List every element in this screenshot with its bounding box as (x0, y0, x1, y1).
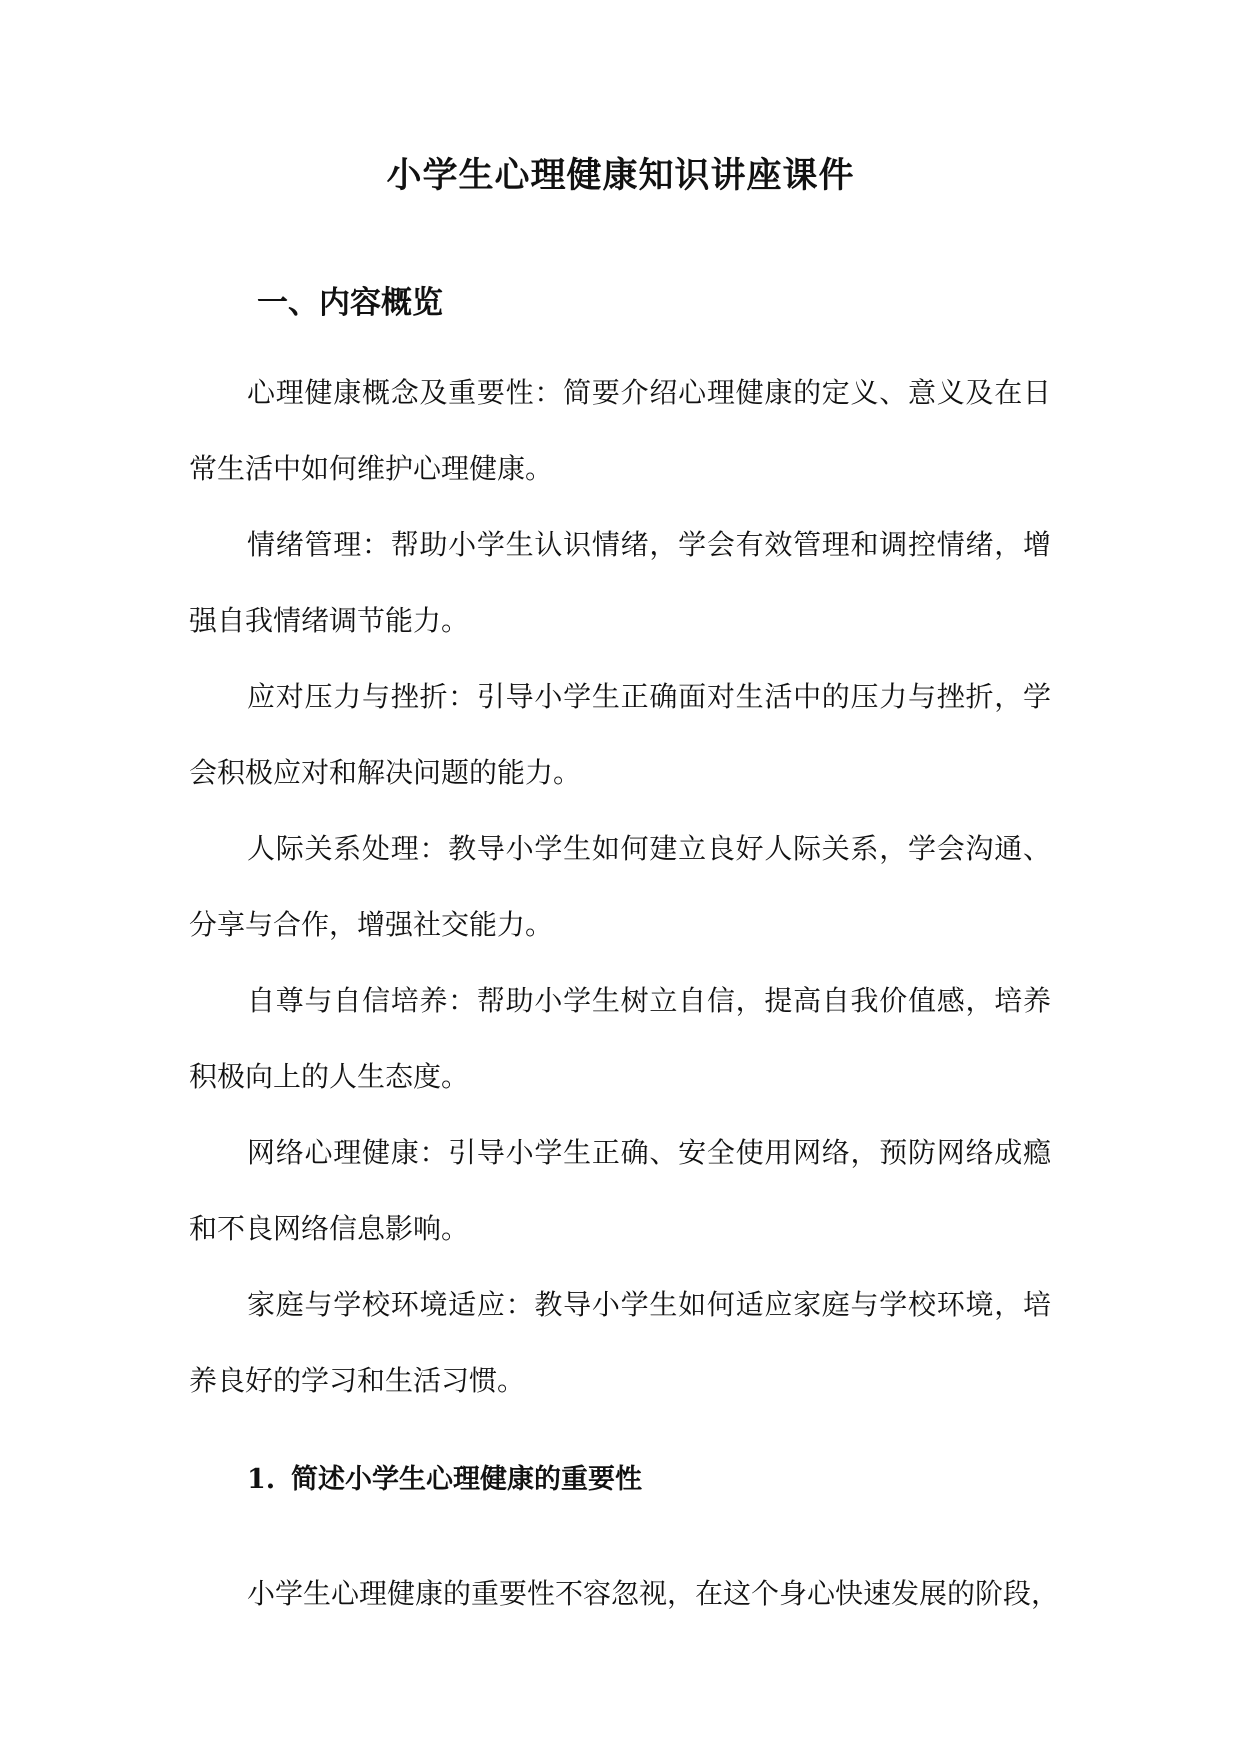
paragraph-line: 心理健康概念及重要性：简要介绍心理健康的定义、意义及在日 (247, 376, 1051, 409)
subsection-heading (247, 1462, 642, 1498)
paragraph-line: 分享与合作，增强社交能力。 (189, 908, 554, 941)
paragraph-line: 情绪管理：帮助小学生认识情绪，学会有效管理和调控情绪，增 (247, 528, 1051, 561)
paragraph-stress-frustration (189, 659, 1051, 811)
paragraph-line: 小学生心理健康的重要性不容忽视，在这个身心快速发展的阶段， (247, 1577, 1060, 1610)
paragraph-mental-health-concept (189, 355, 1051, 507)
paragraph-line: 会积极应对和解决问题的能力。 (189, 756, 582, 789)
paragraph-line: 人际关系处理：教导小学生如何建立良好人际关系，学会沟通、 (247, 832, 1051, 865)
paragraph-line: 家庭与学校环境适应：教导小学生如何适应家庭与学校环境，培 (247, 1288, 1051, 1321)
paragraph-line: 和不良网络信息影响。 (189, 1212, 470, 1245)
paragraph-importance (189, 1556, 1060, 1632)
subsection-title: 简述小学生心理健康的重要性 (291, 1464, 642, 1495)
document-title: 小学生心理健康知识讲座课件 (386, 155, 855, 196)
section-heading-overview: 一、内容概览 (257, 285, 443, 321)
paragraph-emotion-management (189, 507, 1051, 659)
subsection-number: 1. (247, 1464, 276, 1495)
paragraph-line: 自尊与自信培养：帮助小学生树立自信，提高自我价值感，培养 (247, 984, 1051, 1017)
paragraph-line: 应对压力与挫折：引导小学生正确面对生活中的压力与挫折，学 (247, 680, 1051, 713)
paragraph-line: 养良好的学习和生活习惯。 (189, 1364, 526, 1397)
paragraph-environment (189, 1267, 1051, 1419)
paragraph-interpersonal (189, 811, 1051, 963)
paragraph-internet (189, 1115, 1051, 1267)
paragraph-line: 网络心理健康：引导小学生正确、安全使用网络，预防网络成瘾 (247, 1136, 1051, 1169)
paragraph-line: 强自我情绪调节能力。 (189, 604, 470, 637)
paragraph-line: 常生活中如何维护心理健康。 (189, 452, 554, 485)
paragraph-line: 积极向上的人生态度。 (189, 1060, 470, 1093)
paragraph-self-esteem (189, 963, 1051, 1115)
